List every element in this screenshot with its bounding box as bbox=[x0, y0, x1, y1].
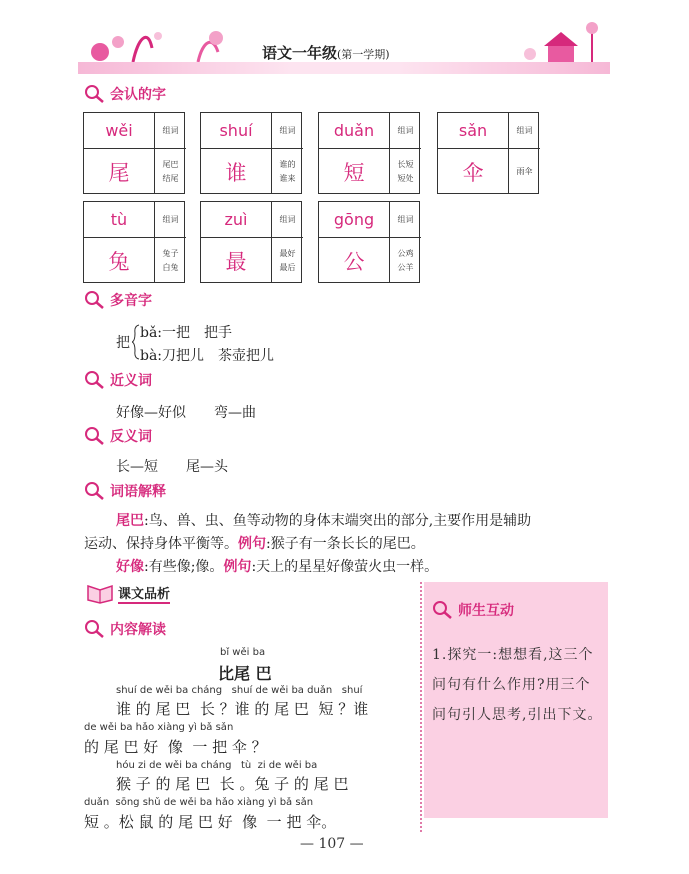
section-ci-yu: 词语解释 bbox=[84, 481, 166, 501]
house-decoration-icon bbox=[518, 18, 608, 74]
duoyin-reading-1: bǎ:一把 把手 bbox=[140, 325, 233, 341]
section-neirong: 内容解读 bbox=[84, 619, 166, 639]
magnifier-icon bbox=[84, 481, 106, 501]
reading-line-1: 谁 的 尾 巴 长 ？谁 的 尾 巴 短 ？谁 bbox=[116, 700, 369, 718]
magnifier-icon bbox=[84, 84, 106, 104]
section-hui-ren: 会认的字 bbox=[84, 84, 166, 104]
section-kewen: 课文品析 bbox=[86, 582, 170, 604]
char-cell: gōng 组词 公 公鸡 公羊 bbox=[318, 201, 420, 283]
magnifier-icon bbox=[432, 600, 454, 620]
ciyu-line-1: 尾巴:鸟、兽、虫、鱼等动物的身体末端突出的部分,主要作用是辅助 bbox=[116, 513, 532, 529]
side-text: 1.探究一:想想看,这三个问句有什么作用?用三个问句引人思考,引出下文。 bbox=[432, 647, 603, 723]
ciyu-line-3: 好像:有些像;像。例句:天上的星星好像萤火虫一样。 bbox=[116, 559, 439, 575]
char-cell: wěi 组词 尾 尾巴 结尾 bbox=[83, 112, 185, 194]
magnifier-icon bbox=[84, 290, 106, 310]
ciyu-line-2: 运动、保持身体平衡等。例句:猴子有一条长长的尾巴。 bbox=[84, 536, 425, 552]
book-icon bbox=[86, 582, 114, 604]
duoyin-reading-2: bà:刀把儿 茶壶把儿 bbox=[140, 348, 275, 364]
char-cell: tù 组词 兔 兔子 白兔 bbox=[83, 201, 185, 283]
char-cell: sǎn 组词 伞 雨伞 bbox=[437, 112, 539, 194]
reading-pinyin-4: duǎn sōng shǔ de wěi ba hǎo xiàng yì bǎ sǎn bbox=[84, 797, 314, 808]
section-fan-yi: 反义词 bbox=[84, 426, 152, 446]
magnifier-icon bbox=[84, 619, 106, 639]
jinyi-text: 好像—好似 弯—曲 bbox=[116, 405, 256, 421]
char-cell: shuí 组词 谁 谁的 谁来 bbox=[200, 112, 302, 194]
section-shisheng: 师生互动 bbox=[432, 600, 514, 620]
reading-title: 比尾 巴 bbox=[218, 664, 272, 683]
title-pinyin: bǐ wěi ba bbox=[220, 647, 266, 658]
header-title: 语文一年级(第一学期) bbox=[262, 44, 390, 62]
section-jin-yi: 近义词 bbox=[84, 370, 152, 390]
brace-icon bbox=[132, 324, 140, 360]
side-divider bbox=[420, 582, 422, 832]
char-cell: duǎn 组词 短 长短 短处 bbox=[318, 112, 420, 194]
magnifier-icon bbox=[84, 426, 106, 446]
reading-pinyin-1: shuí de wěi ba cháng shuí de wěi ba duǎn shuí bbox=[116, 685, 363, 696]
page-number: — 107 — bbox=[300, 836, 364, 852]
section-duo-yin: 多音字 bbox=[84, 290, 152, 310]
char-cell: zuì 组词 最 最好 最后 bbox=[200, 201, 302, 283]
reading-pinyin-3: hóu zi de wěi ba cháng tù zi de wěi ba bbox=[116, 760, 318, 771]
reading-line-4: 短 。松 鼠 的 尾 巴 好 像 一 把 伞。 bbox=[84, 813, 337, 831]
reading-line-2: 的 尾 巴 好 像 一 把 伞 ？ bbox=[84, 738, 267, 756]
reading-pinyin-2: de wěi ba hǎo xiàng yì bǎ sǎn bbox=[84, 722, 234, 733]
reading-line-3: 猴 子 的 尾 巴 长 。兔 子 的 尾 巴 bbox=[116, 775, 349, 793]
magnifier-icon bbox=[84, 370, 106, 390]
duoyin-char: 把 bbox=[116, 335, 130, 351]
page-header bbox=[78, 18, 610, 76]
fanyi-text: 长—短 尾—头 bbox=[116, 459, 228, 475]
